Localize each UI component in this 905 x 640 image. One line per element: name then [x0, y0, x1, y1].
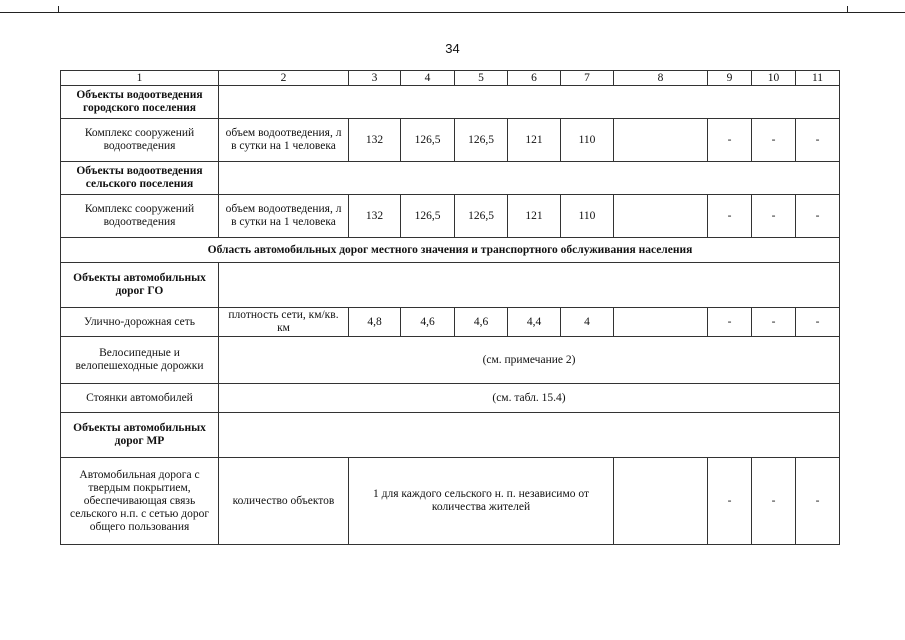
- header-cell: 8: [614, 71, 708, 86]
- top-rule: [0, 12, 905, 13]
- object-name: Комплекс сооружений водоотведения: [61, 195, 219, 238]
- empty-cell: [219, 413, 840, 458]
- value-cell: 110: [561, 195, 614, 238]
- section-row: [61, 263, 840, 308]
- value-cell: -: [708, 308, 752, 337]
- empty-cell: [219, 263, 840, 308]
- header-cell: 7: [561, 71, 614, 86]
- header-cell: 5: [455, 71, 508, 86]
- value-cell: 121: [508, 195, 561, 238]
- empty-cell: [614, 308, 708, 337]
- value-cell: -: [796, 308, 840, 337]
- header-cell: 6: [508, 71, 561, 86]
- table-row: [61, 337, 840, 384]
- object-name: Автомобильная дорога с твердым покрытием, обеспечивающая связь сельского н.п. с сетью дорог общего пользования: [61, 458, 219, 545]
- value-cell: -: [796, 195, 840, 238]
- object-name: Комплекс сооружений водоотведения: [61, 119, 219, 162]
- header-row: [61, 71, 840, 86]
- value-cell: 126,5: [455, 119, 508, 162]
- value-cell: -: [708, 458, 752, 545]
- value-cell: 132: [349, 119, 401, 162]
- value-cell: 1 для каждого сельского н. п. независимо от количества жителей: [349, 458, 614, 545]
- header-cell: 11: [796, 71, 840, 86]
- header-cell: 9: [708, 71, 752, 86]
- value-cell: 4,8: [349, 308, 401, 337]
- page-number: 34: [445, 41, 460, 56]
- empty-cell: [614, 458, 708, 545]
- table-row: [61, 458, 840, 545]
- section-title: Объекты водоотведения городского поселения: [61, 86, 219, 119]
- table-row: [61, 195, 840, 238]
- value-cell: 4,6: [455, 308, 508, 337]
- value-cell: -: [752, 195, 796, 238]
- table-row: [61, 308, 840, 337]
- indicator: количество объектов: [219, 458, 349, 545]
- value-cell: 126,5: [401, 119, 455, 162]
- top-rule-mark: [58, 6, 59, 12]
- indicator: объем водоотведения, л в сутки на 1 человека: [219, 195, 349, 238]
- value-cell: 126,5: [455, 195, 508, 238]
- value-cell: 110: [561, 119, 614, 162]
- value-cell: 121: [508, 119, 561, 162]
- header-cell: 2: [219, 71, 349, 86]
- band-row: [61, 238, 840, 263]
- value-cell: -: [708, 119, 752, 162]
- value-cell: 4,6: [401, 308, 455, 337]
- band-title: Область автомобильных дорог местного значения и транспортного обслуживания населения: [61, 238, 840, 263]
- value-cell: 4: [561, 308, 614, 337]
- header-cell: 4: [401, 71, 455, 86]
- empty-cell: [614, 119, 708, 162]
- section-row: [61, 162, 840, 195]
- value-cell: -: [752, 119, 796, 162]
- empty-cell: [219, 86, 840, 119]
- header-cell: 1: [61, 71, 219, 86]
- empty-cell: [219, 162, 840, 195]
- value-cell: 4,4: [508, 308, 561, 337]
- section-title: Объекты водоотведения сельского поселения: [61, 162, 219, 195]
- value-cell: -: [752, 458, 796, 545]
- indicator: объем водоотведения, л в сутки на 1 человека: [219, 119, 349, 162]
- note-cell: (см. примечание 2): [219, 337, 840, 384]
- object-name: Стоянки автомобилей: [61, 384, 219, 413]
- section-row: [61, 86, 840, 119]
- norms-table: [60, 70, 840, 545]
- section-title: Объекты автомобильных дорог ГО: [61, 263, 219, 308]
- empty-cell: [614, 195, 708, 238]
- value-cell: 132: [349, 195, 401, 238]
- header-cell: 10: [752, 71, 796, 86]
- section-row: [61, 413, 840, 458]
- value-cell: -: [796, 458, 840, 545]
- section-title: Объекты автомобильных дорог МР: [61, 413, 219, 458]
- object-name: Велосипедные и велопешеходные дорожки: [61, 337, 219, 384]
- indicator: плотность сети, км/кв. км: [219, 308, 349, 337]
- header-cell: 3: [349, 71, 401, 86]
- value-cell: 126,5: [401, 195, 455, 238]
- value-cell: -: [796, 119, 840, 162]
- value-cell: -: [752, 308, 796, 337]
- table-row: [61, 384, 840, 413]
- table-row: [61, 119, 840, 162]
- object-name: Улично-дорожная сеть: [61, 308, 219, 337]
- value-cell: -: [708, 195, 752, 238]
- top-rule-mark: [847, 6, 848, 12]
- note-cell: (см. табл. 15.4): [219, 384, 840, 413]
